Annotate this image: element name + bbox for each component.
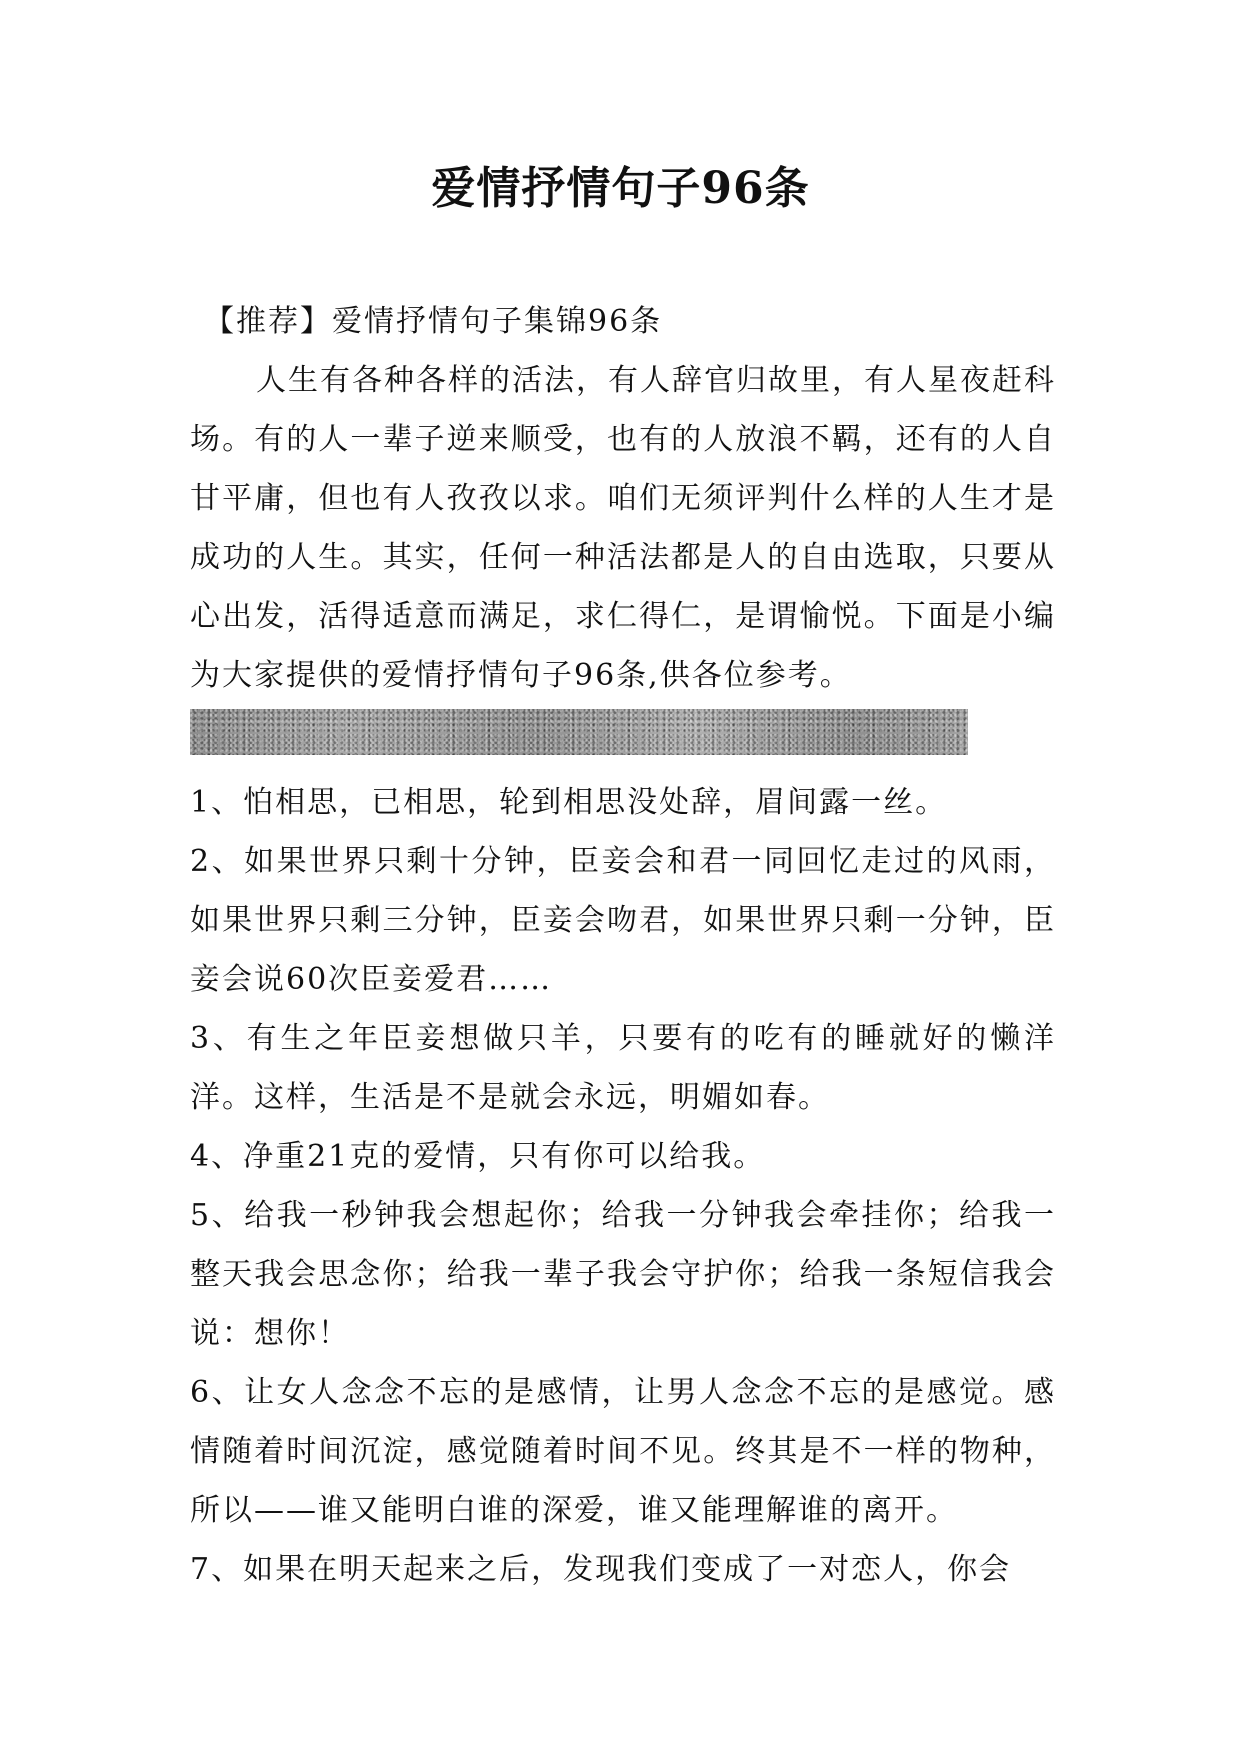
list-item: 7、如果在明天起来之后，发现我们变成了一对恋人，你会 [190, 1552, 1012, 1587]
document-title: 爱情抒情句子96条 [431, 163, 810, 214]
list-item: 5、给我一秒钟我会想起你；给我一分钟我会牵挂你；给我一整天我会思念你；给我一辈子我会守护你；给我一条短信我会说：想你！ [190, 1198, 1056, 1351]
list-item: 1、怕相思，已相思，轮到相思没处辞，眉间露一丝。 [190, 785, 948, 820]
document-subtitle: 【推荐】爱情抒情句子集锦96条 [204, 304, 663, 339]
list-item: 3、有生之年臣妾想做只羊，只要有的吃有的睡就好的懒洋洋。这样，生活是不是就会永远，明媚如春。 [190, 1021, 1056, 1115]
list-item: 6、让女人念念不忘的是感情，让男人念念不忘的是感觉。感情随着时间沉淀，感觉随着时间不见。终其是不一样的物种，所以——谁又能明白谁的深爱，谁又能理解谁的离开。 [190, 1375, 1056, 1528]
list-item: 2、如果世界只剩十分钟，臣妾会和君一同回忆走过的风雨，如果世界只剩三分钟，臣妾会吻君，如果世界只剩一分钟，臣妾会说60次臣妾爱君…… [190, 844, 1056, 997]
intro-paragraph: 人生有各种各样的活法，有人辞官归故里，有人星夜赶科场。有的人一辈子逆来顺受，也有的人放浪不羁，还有的人自甘平庸，但也有人孜孜以求。咱们无须评判什么样的人生才是成功的人生。其实，任何一种活法都是人的自由选取，只要从心出发，活得适意而满足，求仁得仁，是谓愉悦。下面是小编为大家提供的爱情抒情句子96条,供各位参考。 [190, 363, 1056, 693]
document-body [190, 292, 1056, 1599]
redacted-noise-image [190, 709, 968, 755]
list-item: 4、净重21克的爱情，只有你可以给我。 [190, 1139, 766, 1174]
